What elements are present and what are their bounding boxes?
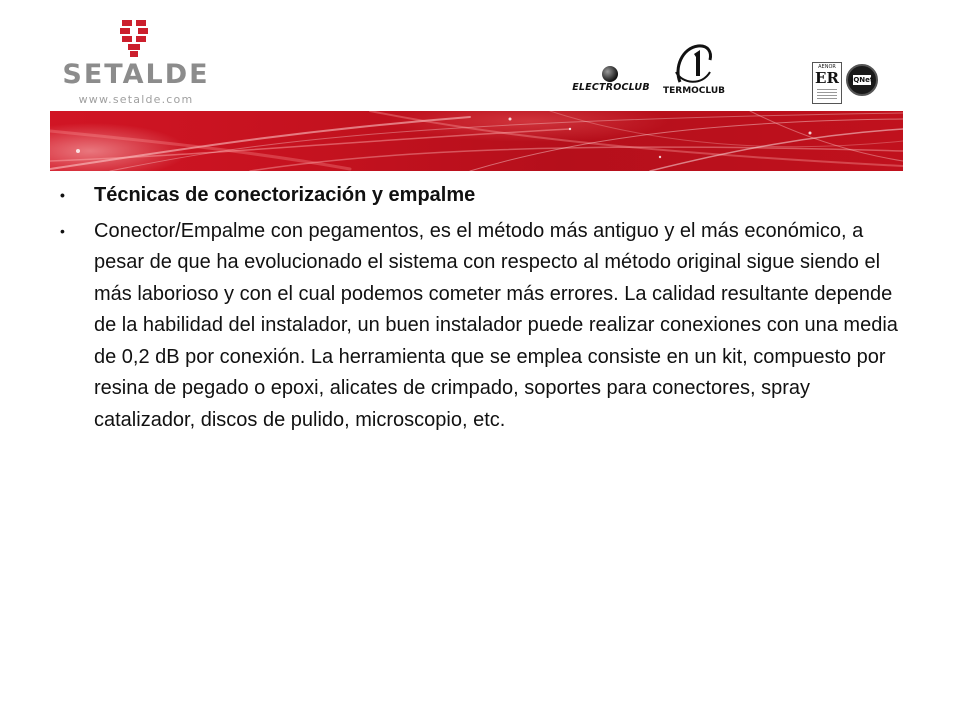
termoclub-logo-icon	[672, 42, 716, 86]
aenor-er-badge-icon	[812, 62, 842, 104]
setalde-mark-icon	[116, 18, 152, 58]
setalde-logo	[56, 18, 216, 106]
aenor-text-lines	[817, 89, 837, 99]
bullet-item-title	[60, 180, 900, 212]
electroclub-ball-icon	[602, 66, 618, 82]
slide-title: Técnicas de conectorización y empalme	[94, 184, 476, 206]
fiber-optic-strands	[50, 111, 903, 171]
electroclub-name: ELECTROCLUB	[572, 82, 650, 93]
setalde-wordmark: SETALDE	[62, 59, 210, 90]
bullet-icon: •	[60, 187, 65, 203]
slide-paragraph: Conector/Empalme con pegamentos, es el método más antiguo y el más económico, a pesar de que ha evolucionado el sistema con respecto al método original sigue siendo el más laborioso y con el cual podemos cometer más errores. La calidad resultante depende de la habilidad del instalador, un buen instalador puede realizar conexiones con una media de 0,2 dB por conexión. La herramienta que se emplea consiste en un kit, compuesto por resina de pegado o epoxi, alicates de crimpado, soportes para conectores, spray catalizador, discos de pulido, microscopio, etc.	[94, 219, 898, 431]
header	[0, 0, 960, 110]
bullet-icon: •	[60, 222, 65, 239]
setalde-url: www.setalde.com	[78, 93, 194, 106]
termoclub-name: TERMOCLUB	[662, 86, 725, 96]
electroclub-logo	[572, 66, 650, 98]
slide-content	[60, 180, 900, 436]
termoclub-logo	[660, 42, 728, 100]
aenor-er-mark: ER	[815, 69, 839, 87]
fiber-optic-banner-image	[50, 111, 903, 171]
iqnet-badge-icon	[846, 64, 878, 96]
bullet-item-paragraph	[60, 216, 900, 437]
aenor-label: AENOR	[818, 64, 836, 70]
iqnet-label: IQNet	[850, 76, 874, 84]
